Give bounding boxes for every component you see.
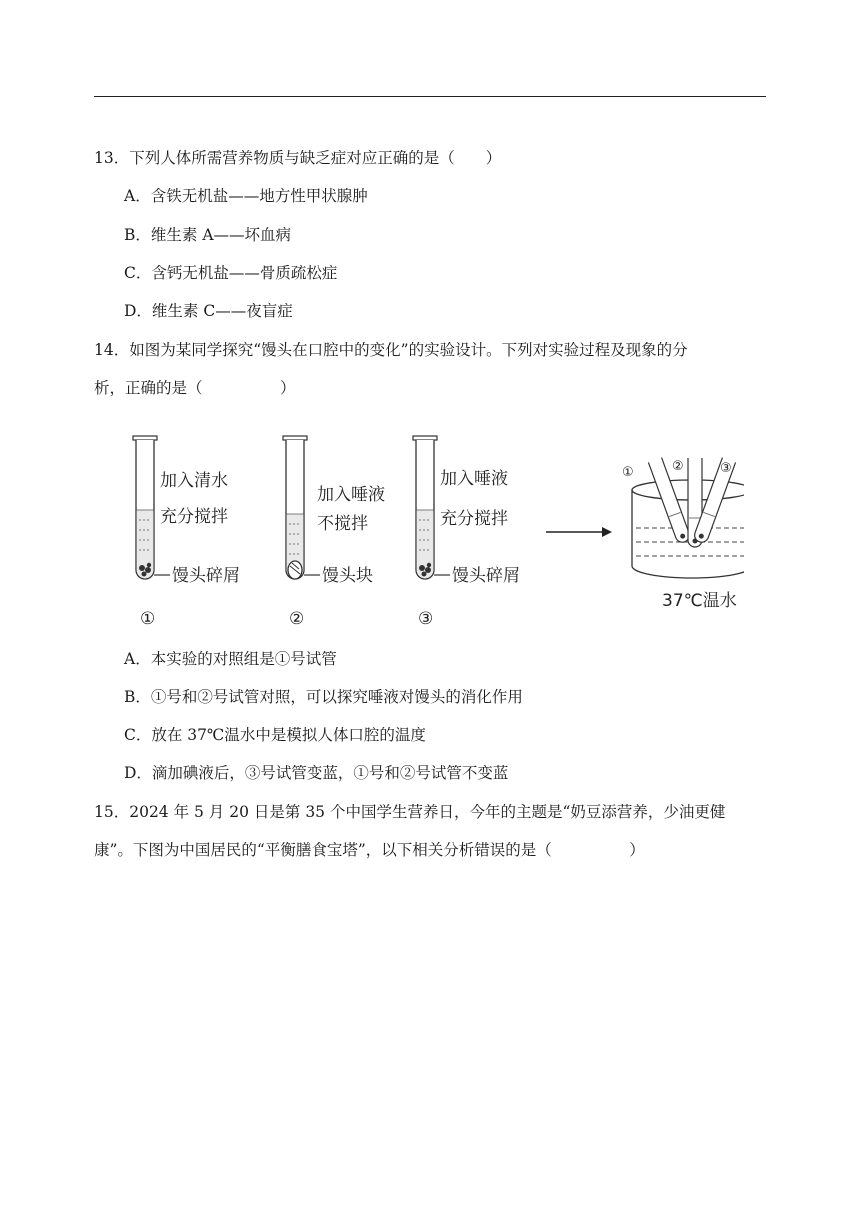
experiment-figure: [124, 428, 744, 638]
bath-number-2: ②: [672, 459, 684, 474]
q14-option-c: C．放在 37℃温水中是模拟人体口腔的温度: [124, 726, 426, 744]
header-rule: [94, 96, 766, 97]
q14-option-a: A．本实验的对照组是①号试管: [124, 650, 337, 668]
q14-option-d: D．滴加碘液后，③号试管变蓝，①号和②号试管不变蓝: [124, 764, 509, 782]
q15-stem-line2: 康”。下图为中国居民的“平衡膳食宝塔”，以下相关分析错误的是（ ）: [94, 841, 645, 859]
tube2-text2: 不搅拌: [317, 514, 368, 534]
tube1-number: ①: [140, 609, 156, 629]
bath-number-1: ①: [622, 465, 634, 480]
arrow-right-icon: [546, 527, 612, 537]
tube3-text2: 充分搅拌: [440, 509, 508, 529]
tube1-text2: 充分搅拌: [160, 507, 228, 527]
bath-number-3: ③: [720, 461, 732, 476]
tube1-sample: 馒头碎屑: [172, 566, 240, 586]
tube3-number: ③: [418, 609, 434, 629]
q14-stem-line2: 析，正确的是（ ）: [94, 379, 296, 397]
q13-option-b: B．维生素 A——坏血病: [124, 226, 292, 244]
q15-stem-line1: 15．2024 年 5 月 20 日是第 35 个中国学生营养日，今年的主题是“奶豆添营养，少油更健: [94, 803, 726, 821]
bath-label: 37℃温水: [662, 591, 737, 611]
test-tube-2: [283, 436, 320, 579]
tube3-text1: 加入唾液: [440, 469, 508, 489]
tube1-text1: 加入清水: [160, 471, 228, 491]
tube2-text1: 加入唾液: [317, 485, 385, 505]
test-tube-3: [413, 436, 450, 579]
q13-stem: 13．下列人体所需营养物质与缺乏症对应正确的是（ ）: [94, 149, 502, 167]
q13-option-a: A．含铁无机盐——地方性甲状腺肿: [124, 187, 368, 205]
tube2-sample: 馒头块: [322, 566, 373, 586]
tube3-sample: 馒头碎屑: [452, 566, 520, 586]
q14-option-b: B．①号和②号试管对照，可以探究唾液对馒头的消化作用: [124, 688, 523, 706]
q13-option-c: C．含钙无机盐——骨质疏松症: [124, 264, 338, 282]
q13-option-d: D．维生素 C——夜盲症: [124, 302, 293, 320]
tube2-number: ②: [289, 609, 305, 629]
q14-stem-line1: 14．如图为某同学探究“馒头在口腔中的变化”的实验设计。下列对实验过程及现象的分: [94, 341, 688, 359]
